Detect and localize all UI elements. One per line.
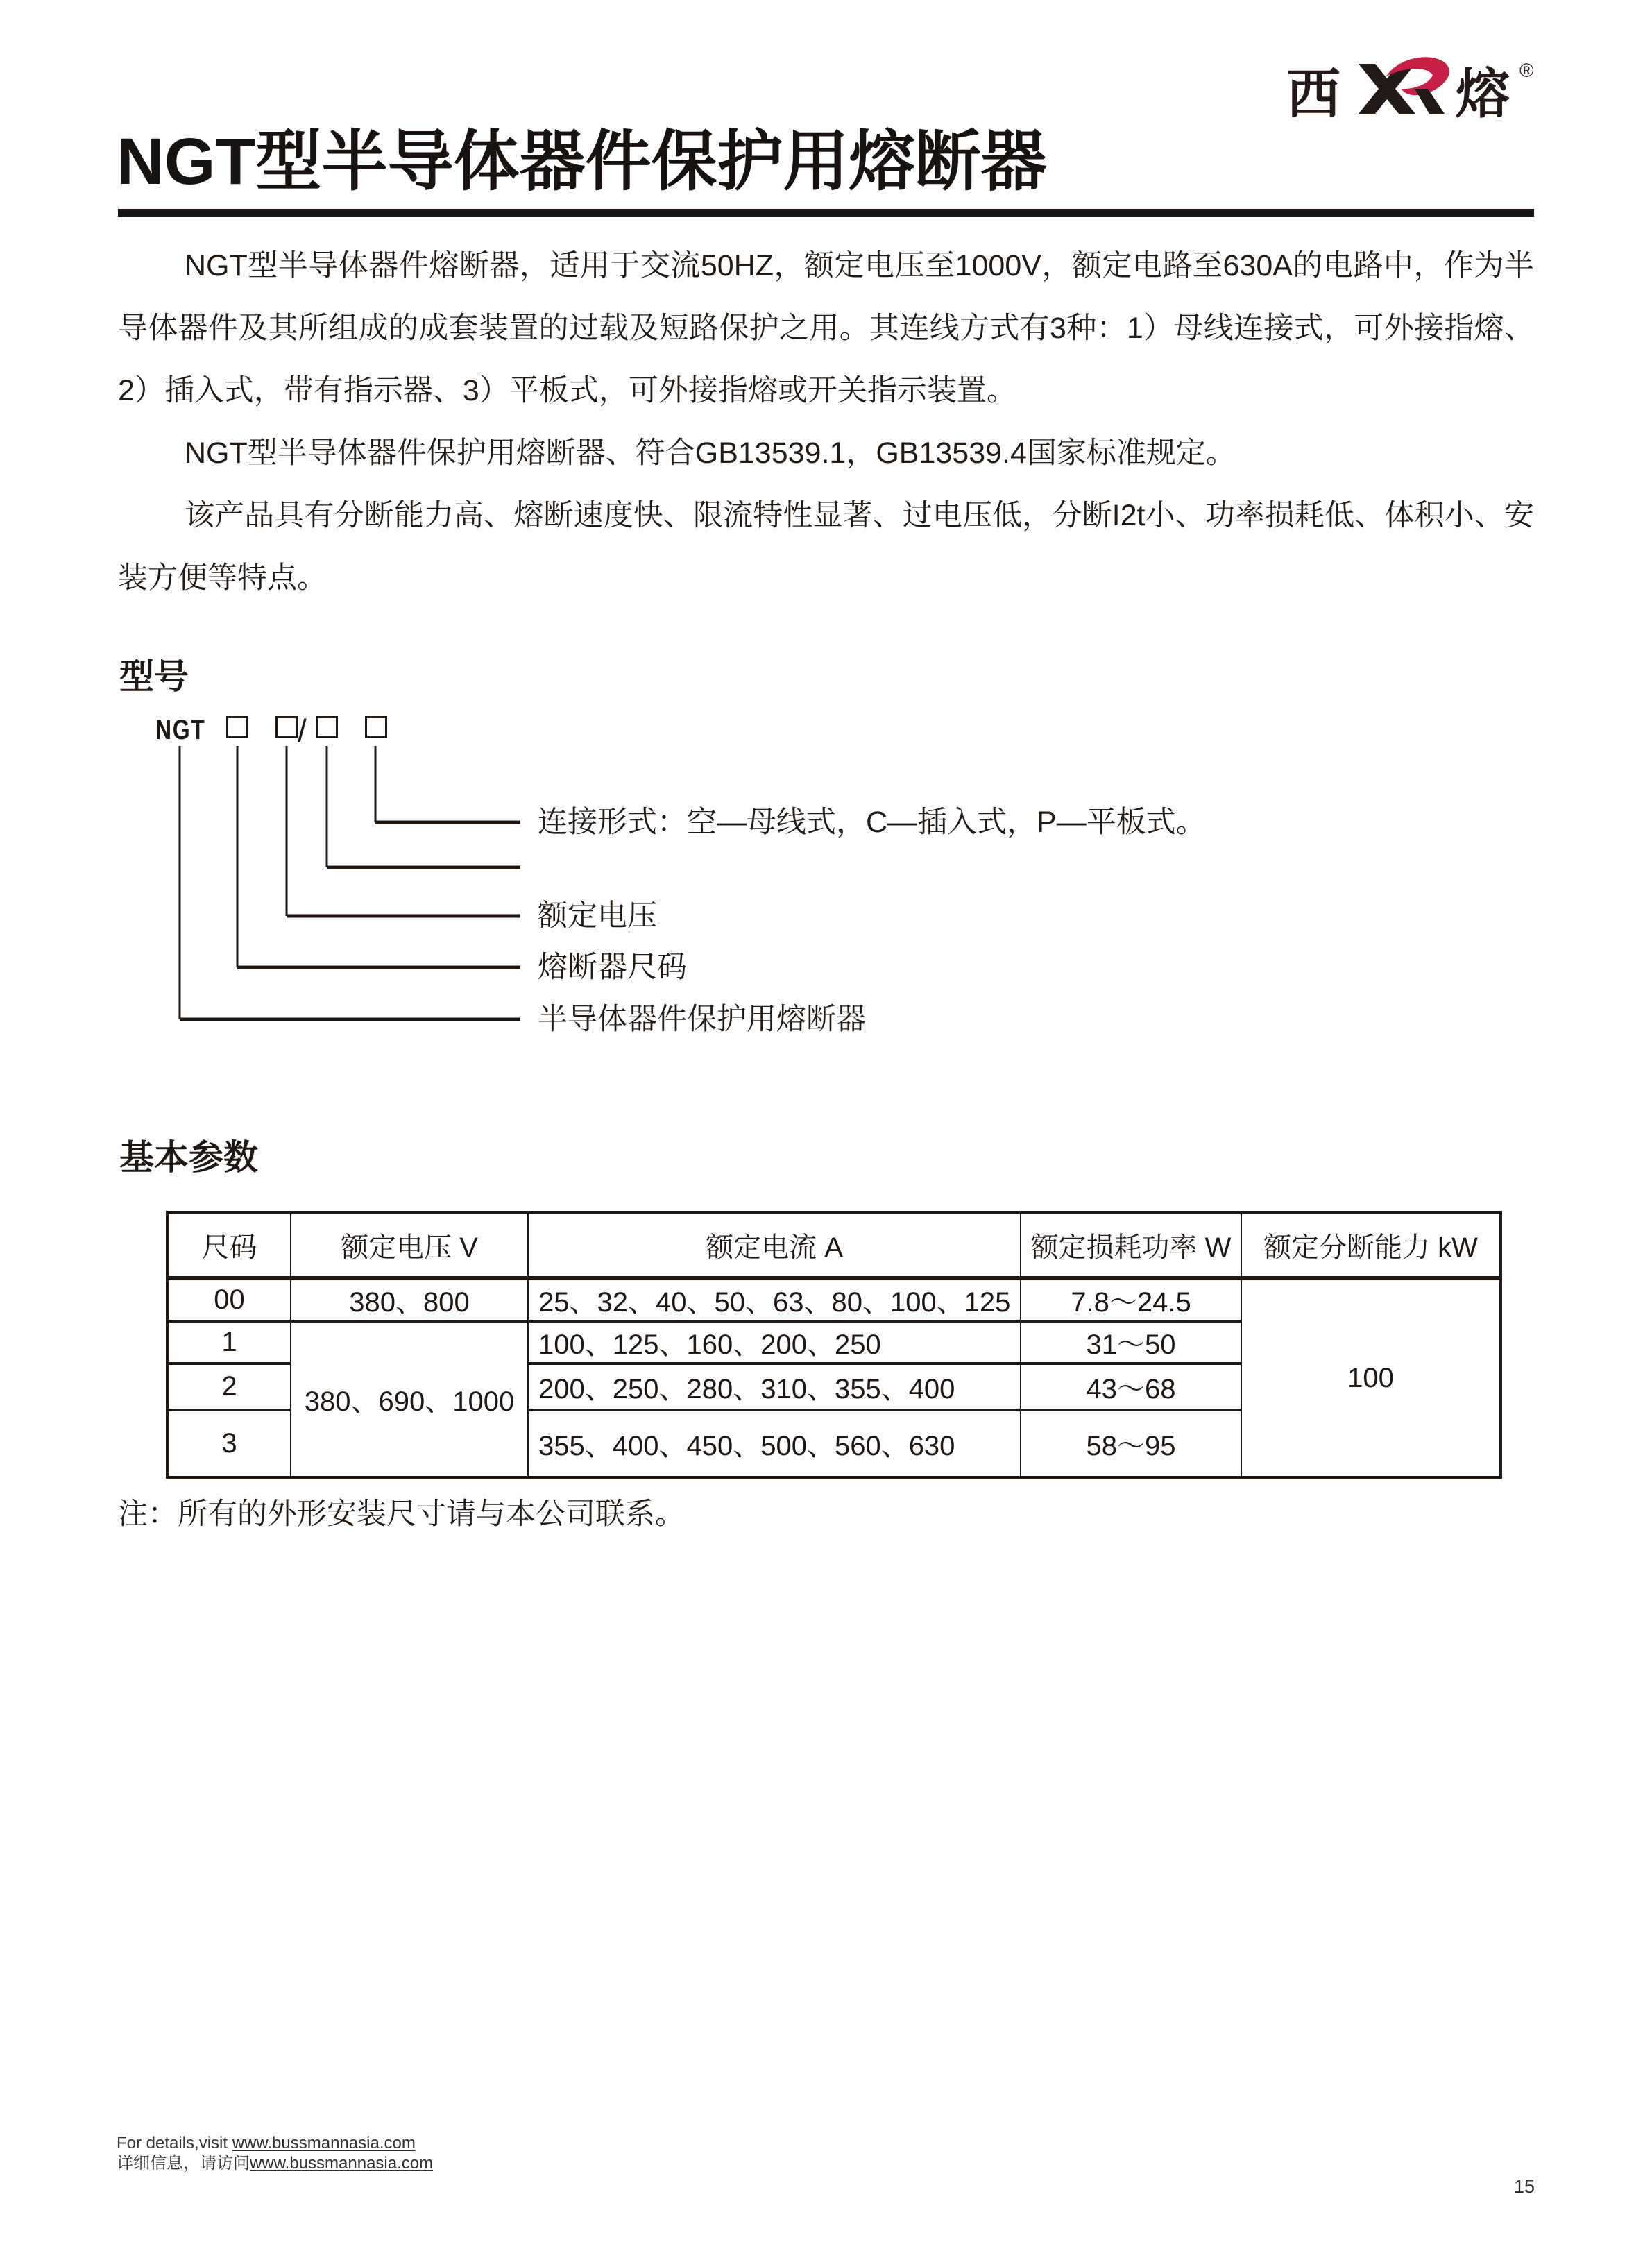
page-footer — [117, 2133, 433, 2173]
logo-char-rong: 熔 — [1456, 63, 1510, 124]
cell-power: 31～50 — [1021, 1321, 1241, 1364]
cell-breaking-capacity: 100 — [1241, 1278, 1501, 1477]
header-rated-voltage: 额定电压 V — [291, 1212, 528, 1278]
footer-line-en — [117, 2133, 433, 2153]
model-code-box-1 — [226, 716, 248, 738]
page-number: 15 — [1513, 2176, 1535, 2197]
title-divider — [118, 209, 1534, 217]
callout-label-semiconductor-fuse: 半导体器件保护用熔断器 — [538, 1003, 866, 1036]
header-power-loss: 额定损耗功率 W — [1021, 1212, 1241, 1278]
basic-parameters-table — [166, 1211, 1502, 1479]
header-breaking-capacity: 额定分断能力 kW — [1241, 1212, 1501, 1278]
model-prefix: NGT — [155, 715, 206, 745]
model-code-box-3 — [316, 716, 338, 738]
logo-char-xi: 西 — [1286, 63, 1341, 124]
cell-current: 355、400、450、500、560、630 — [528, 1410, 1021, 1477]
cell-current: 25、32、40、50、63、80、100、125 — [528, 1278, 1021, 1321]
cell-current: 200、250、280、310、355、400 — [528, 1364, 1021, 1410]
cell-size: 2 — [167, 1364, 291, 1410]
intro-paragraph-2: NGT型半导体器件保护用熔断器、符合GB13539.1，GB13539.4国家标准规定。 — [185, 436, 1236, 470]
cell-current: 100、125、160、200、250 — [528, 1321, 1021, 1364]
callout-lines — [0, 746, 555, 1037]
table-row — [167, 1278, 1501, 1321]
intro-paragraph-1: NGT型半导体器件熔断器，适用于交流50HZ，额定电压至1000V，额定电路至630A的电路中，作为半导体器件及其所组成的成套装置的过载及短路保护之用。其连线方式有3种：1）母线连接式，可外接指熔、2）插入式，带有指示器、3）平板式，可外接指熔或开关指示装置。 — [118, 249, 1534, 407]
cell-power: 43～68 — [1021, 1364, 1241, 1410]
footer-url-link-cn[interactable]: www.bussmannasia.com — [250, 2154, 434, 2173]
model-slash: / — [298, 713, 307, 749]
cell-size: 1 — [167, 1321, 291, 1364]
callout-label-connection-type: 连接形式：空—母线式，C—插入式，P—平板式。 — [538, 806, 1206, 839]
callout-label-rated-voltage: 额定电压 — [538, 899, 657, 933]
footer-text-cn: 详细信息，请访问 — [117, 2154, 250, 2173]
logo-xr-mark-icon — [1350, 54, 1454, 124]
table-header-row — [167, 1212, 1501, 1278]
section-heading-model: 型号 — [119, 657, 189, 696]
footer-line-cn — [117, 2153, 433, 2173]
callout-label-fuse-size: 熔断器尺码 — [538, 951, 687, 984]
intro-text — [118, 235, 1534, 609]
cell-power: 7.8～24.5 — [1021, 1278, 1241, 1321]
model-code-box-4 — [365, 716, 387, 738]
cell-voltage: 380、800 — [291, 1278, 528, 1321]
section-heading-params: 基本参数 — [119, 1138, 258, 1177]
cell-voltage-merged: 380、690、1000 — [291, 1321, 528, 1477]
header-rated-current: 额定电流 A — [528, 1212, 1021, 1278]
header-size: 尺码 — [167, 1212, 291, 1278]
cell-size: 00 — [167, 1278, 291, 1321]
footer-text-en: For details,visit — [117, 2134, 232, 2152]
cell-size: 3 — [167, 1410, 291, 1477]
cell-power: 58～95 — [1021, 1410, 1241, 1477]
table-note: 注：所有的外形安装尺寸请与本公司联系。 — [118, 1497, 685, 1531]
page-title: NGT型半导体器件保护用熔断器 — [117, 125, 1047, 198]
intro-paragraph-3: 该产品具有分断能力高、熔断速度快、限流特性显著、过电压低，分断I2t小、功率损耗低、体积小、安装方便等特点。 — [118, 499, 1534, 595]
model-code-box-2 — [275, 716, 298, 738]
registered-trademark-icon: ® — [1519, 60, 1534, 81]
footer-url-link-en[interactable]: www.bussmannasia.com — [232, 2134, 416, 2152]
